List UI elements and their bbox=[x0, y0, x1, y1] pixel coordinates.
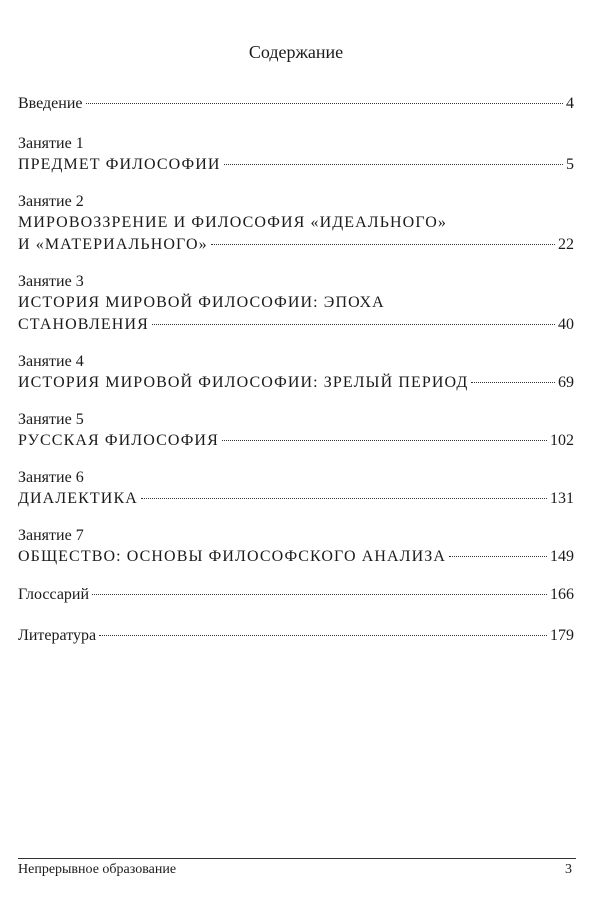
toc-entry-label: Введение bbox=[18, 95, 83, 112]
toc-page-number: 40 bbox=[558, 316, 574, 333]
page-title: Содержание bbox=[248, 42, 344, 62]
lesson-label: Занятие 6 bbox=[18, 469, 84, 486]
table-of-contents bbox=[18, 93, 574, 666]
toc-entry-literature[interactable] bbox=[18, 625, 574, 647]
toc-entry-lesson-2[interactable] bbox=[18, 192, 574, 256]
toc-entry-lesson-4[interactable] bbox=[18, 352, 574, 394]
lesson-label: Занятие 1 bbox=[18, 135, 84, 152]
toc-entry-label: Глоссарий bbox=[18, 586, 90, 603]
toc-page-number: 22 bbox=[558, 236, 574, 253]
lesson-title: ОБЩЕСТВО: ОСНОВЫ ФИЛОСОФСКОГО АНАЛИЗА bbox=[18, 548, 447, 565]
lesson-label: Занятие 7 bbox=[18, 527, 84, 544]
toc-entry-lesson-6[interactable] bbox=[18, 468, 574, 510]
toc-entry-glossary[interactable] bbox=[18, 584, 574, 606]
dot-leader bbox=[449, 556, 547, 557]
lesson-title-line-2: И «МАТЕРИАЛЬНОГО» bbox=[18, 236, 208, 253]
lesson-label: Занятие 4 bbox=[18, 353, 84, 370]
toc-entry-lesson-5[interactable] bbox=[18, 410, 574, 452]
lesson-title: ДИАЛЕКТИКА bbox=[18, 490, 138, 507]
toc-entry-lesson-7[interactable] bbox=[18, 526, 574, 568]
toc-page-number: 149 bbox=[550, 548, 574, 565]
toc-page-number: 166 bbox=[550, 586, 574, 603]
dot-leader bbox=[222, 440, 547, 441]
dot-leader bbox=[224, 164, 563, 165]
toc-page-number: 4 bbox=[566, 95, 574, 112]
toc-entry-lesson-1[interactable] bbox=[18, 134, 574, 176]
footer-series-title: Непрерывное образование bbox=[18, 862, 177, 877]
dot-leader bbox=[211, 244, 555, 245]
lesson-label: Занятие 3 bbox=[18, 273, 84, 290]
lesson-title-line-1: ИСТОРИЯ МИРОВОЙ ФИЛОСОФИИ: ЭПОХА bbox=[18, 294, 385, 311]
dot-leader bbox=[471, 382, 555, 383]
toc-entry-introduction[interactable] bbox=[18, 93, 574, 115]
lesson-title: ИСТОРИЯ МИРОВОЙ ФИЛОСОФИИ: ЗРЕЛЫЙ ПЕРИОД bbox=[18, 374, 469, 391]
toc-page-number: 69 bbox=[558, 374, 574, 391]
lesson-title: РУССКАЯ ФИЛОСОФИЯ bbox=[18, 432, 219, 449]
lesson-title-line-1: МИРОВОЗЗРЕНИЕ И ФИЛОСОФИЯ «ИДЕАЛЬНОГО» bbox=[18, 214, 448, 231]
toc-page-number: 179 bbox=[550, 627, 574, 644]
toc-page-number: 5 bbox=[566, 156, 574, 173]
toc-entry-label: Литература bbox=[18, 627, 97, 644]
toc-page-number: 102 bbox=[550, 432, 574, 449]
toc-page-number: 131 bbox=[550, 490, 574, 507]
dot-leader bbox=[152, 324, 555, 325]
lesson-label: Занятие 5 bbox=[18, 411, 84, 428]
footer-divider bbox=[18, 858, 576, 859]
lesson-title: ПРЕДМЕТ ФИЛОСОФИИ bbox=[18, 156, 221, 173]
toc-entry-lesson-3[interactable] bbox=[18, 272, 574, 336]
dot-leader bbox=[92, 594, 547, 595]
dot-leader bbox=[99, 635, 547, 636]
footer-page-number: 3 bbox=[565, 862, 572, 877]
dot-leader bbox=[86, 103, 564, 104]
lesson-label: Занятие 2 bbox=[18, 193, 84, 210]
lesson-title-line-2: СТАНОВЛЕНИЯ bbox=[18, 316, 149, 333]
dot-leader bbox=[141, 498, 547, 499]
